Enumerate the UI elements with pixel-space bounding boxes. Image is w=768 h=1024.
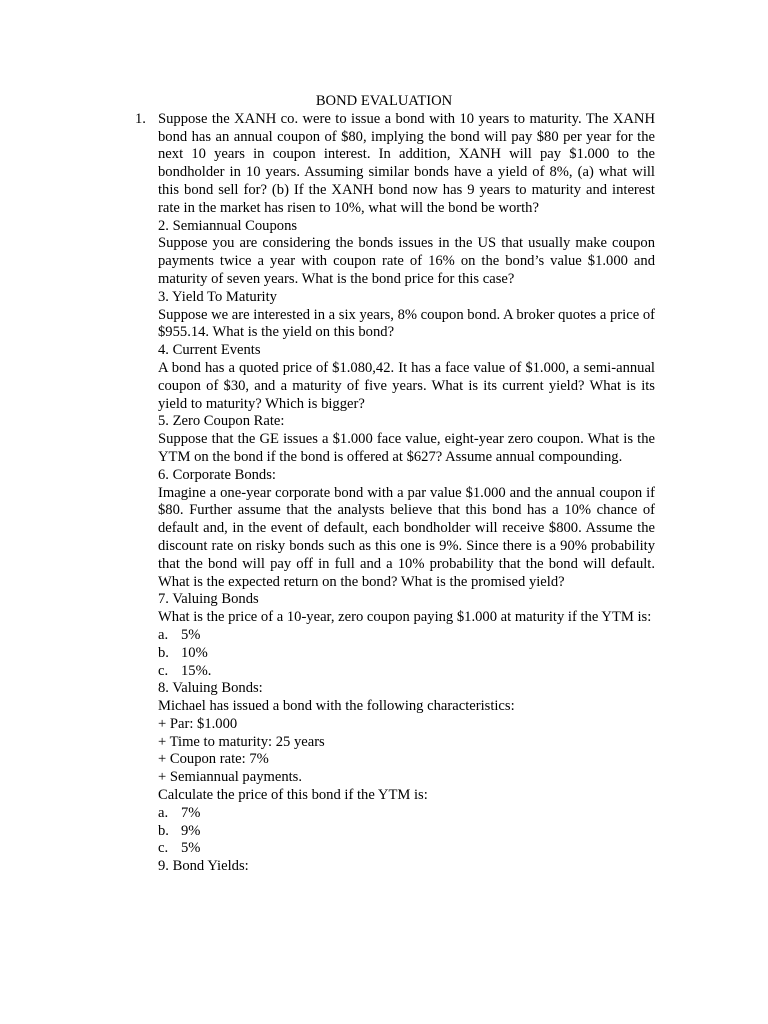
option-value: 7% xyxy=(181,804,201,821)
option-value: 9% xyxy=(181,822,201,839)
option-letter: b. xyxy=(158,822,169,839)
question-8-bullet: + Coupon rate: 7% xyxy=(158,751,269,768)
option-letter: a. xyxy=(158,626,169,643)
question-8-intro: Michael has issued a bond with the following characteristics: xyxy=(158,698,515,715)
option-letter: c. xyxy=(158,662,169,679)
question-4-text: A bond has a quoted price of $1.080,42. It has a face value of $1.000, a semi-annual coupon of $30, and a maturity of five years. What is its current yield? What is its yield to maturity? Which is bigger? xyxy=(158,359,655,412)
question-8-bullet: + Semiannual payments. xyxy=(158,769,303,786)
question-8-option-c xyxy=(158,840,655,858)
option-value: 5% xyxy=(181,626,201,643)
option-letter: c. xyxy=(158,840,169,857)
question-6-text: Imagine a one-year corporate bond with a par value $1.000 and the annual coupon if $80. Further assume that the analysts believe that this bond has a 10% chance of default and, in the event of default, each bondholder will receive $800. Assume the discount rate on risky bonds such as this one is 9%. Since there is a 90% probability that the bond will pay off in full and a 10% probability that the bond will default. What is the expected return on the bond? What is the promised yield? xyxy=(158,484,655,590)
question-3-heading: 3. Yield To Maturity xyxy=(158,288,277,305)
question-8-option-a xyxy=(158,804,655,823)
question-8-bullet: + Time to maturity: 25 years xyxy=(158,733,325,750)
option-letter: a. xyxy=(158,804,169,821)
document-title: BOND EVALUATION xyxy=(315,93,453,109)
question-6-heading: 6. Corporate Bonds: xyxy=(158,466,276,483)
question-8-question: Calculate the price of this bond if the YTM is: xyxy=(158,787,428,804)
question-1-text: Suppose the XANH co. were to issue a bond with 10 years to maturity. The XANH bond has an annual coupon of $80, implying the bond will pay $80 per year for the next 10 years in coupon interest. In addition, XANH will pay $1.000 to the bondholder in 10 years. Assuming similar bonds have a yield of 8%, (a) what will this bond sell for? (b) If the XANH bond now has 9 years to maturity and interest rate in the market has risen to 10%, what will the bond be worth? xyxy=(158,110,655,216)
option-value: 5% xyxy=(181,840,201,857)
question-5-heading: 5. Zero Coupon Rate: xyxy=(158,413,285,430)
question-4-heading: 4. Current Events xyxy=(158,342,261,359)
question-1-number: 1. xyxy=(135,110,146,127)
question-1 xyxy=(135,110,655,218)
document-body xyxy=(0,93,768,876)
question-8-heading: 8. Valuing Bonds: xyxy=(158,680,263,697)
question-2-heading: 2. Semiannual Coupons xyxy=(158,217,298,234)
question-7-text: What is the price of a 10-year, zero coupon paying $1.000 at maturity if the YTM is: xyxy=(158,609,652,626)
question-7-option-b xyxy=(158,644,655,663)
option-value: 10% xyxy=(181,644,208,661)
question-9-heading: 9. Bond Yields: xyxy=(158,858,249,875)
question-7-heading: 7. Valuing Bonds xyxy=(158,591,259,608)
question-5-text: Suppose that the GE issues a $1.000 face value, eight-year zero coupon. What is the YTM on the bond if the bond is offered at $627? Assume annual compounding. xyxy=(158,431,655,465)
question-8-option-b xyxy=(158,822,655,841)
option-value: 15%. xyxy=(181,662,212,679)
question-7-option-c xyxy=(158,662,655,681)
question-7-option-a xyxy=(158,626,655,645)
option-letter: b. xyxy=(158,644,169,661)
question-3-text: Suppose we are interested in a six years, 8% coupon bond. A broker quotes a price of $955.14. What is the yield on this bond? xyxy=(158,306,655,341)
question-2-text: Suppose you are considering the bonds issues in the US that usually make coupon payments twice a year with coupon rate of 16% on the bond’s value $1.000 and maturity of seven years. What is the bond price for this case? xyxy=(158,235,655,287)
question-8-bullet: + Par: $1.000 xyxy=(158,715,238,732)
